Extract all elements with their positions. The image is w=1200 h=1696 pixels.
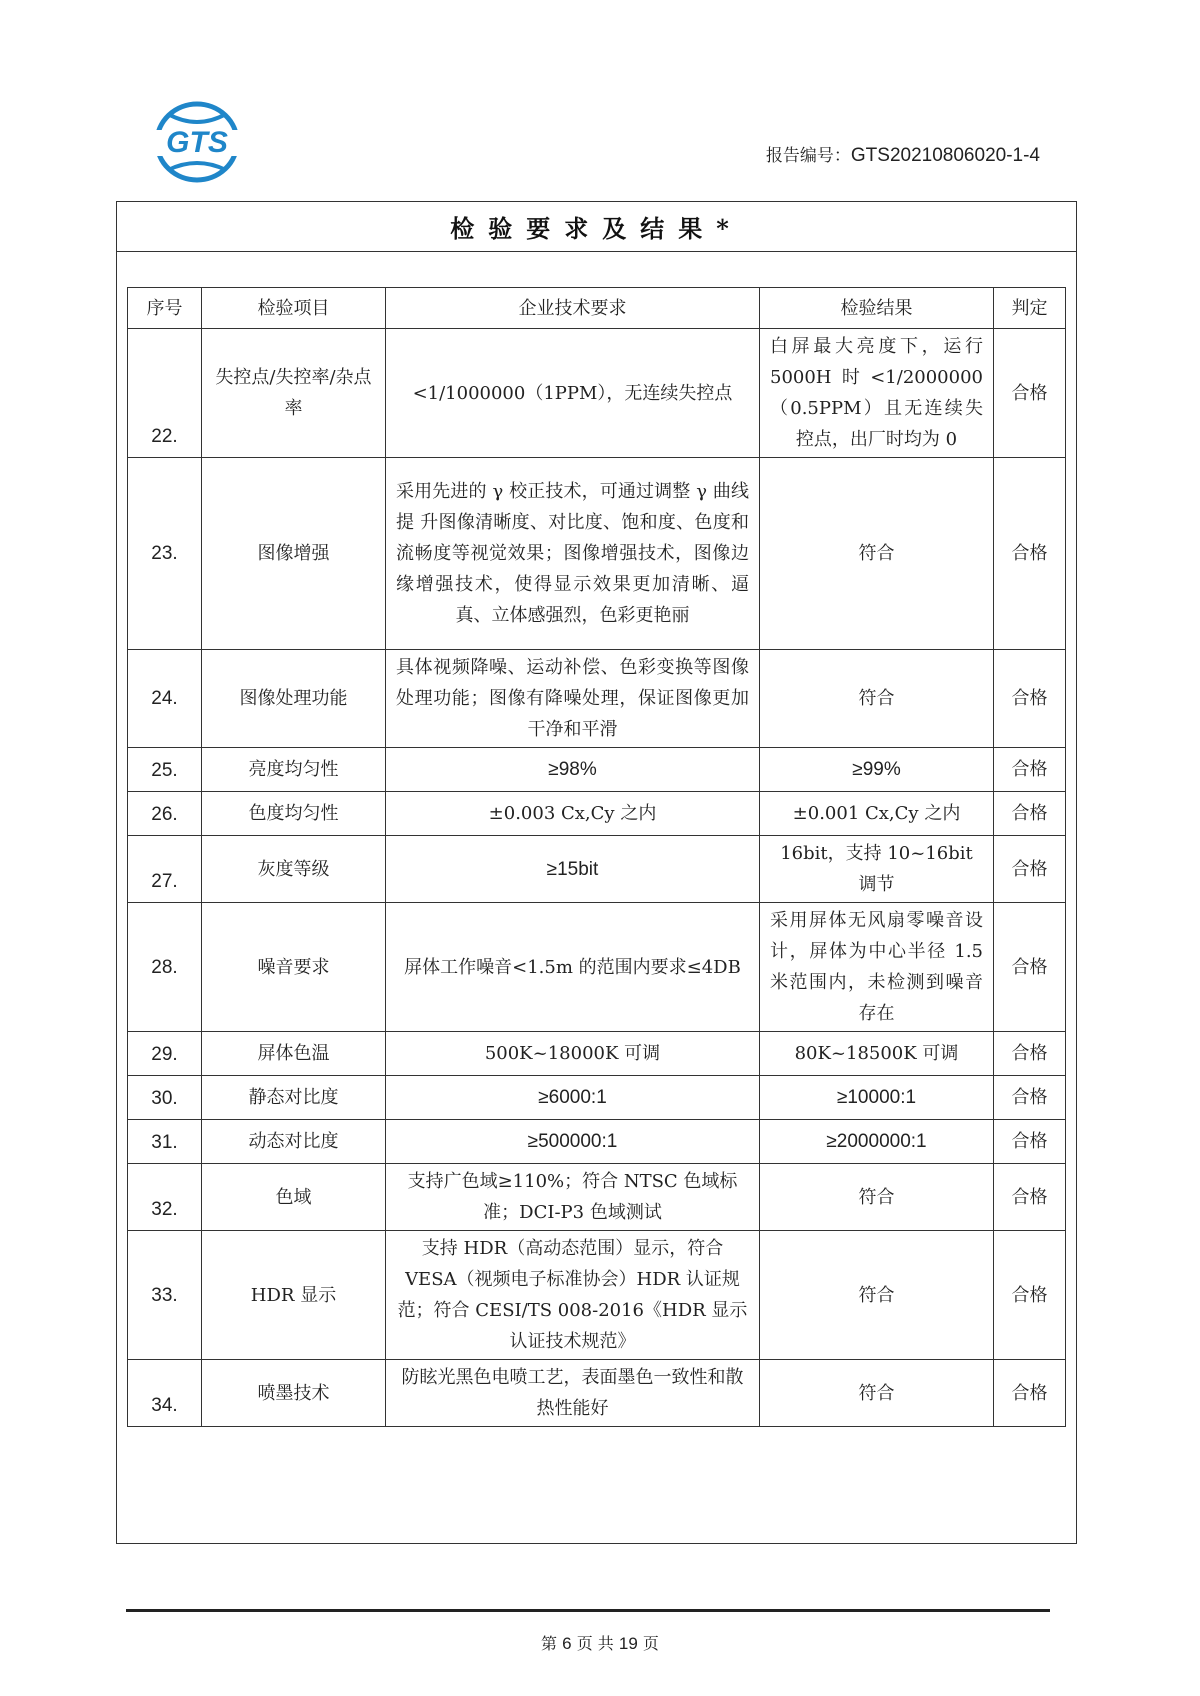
table-row xyxy=(128,748,1066,792)
row-requirement: ≥98% xyxy=(386,748,760,792)
row-item: 色域 xyxy=(202,1164,386,1231)
row-number: 23. xyxy=(128,458,202,650)
row-requirement: <1/1000000（1PPM），无连续失控点 xyxy=(386,329,760,458)
row-number: 30. xyxy=(128,1076,202,1120)
row-item: 屏体色温 xyxy=(202,1032,386,1076)
row-item: 噪音要求 xyxy=(202,903,386,1032)
row-judgement: 合格 xyxy=(994,748,1066,792)
row-requirement: 500K~18000K 可调 xyxy=(386,1032,760,1076)
row-number: 25. xyxy=(128,748,202,792)
row-result: ≥2000000:1 xyxy=(760,1120,994,1164)
row-item: 静态对比度 xyxy=(202,1076,386,1120)
header-result: 检验结果 xyxy=(760,288,994,329)
footer-total-pages: 19 xyxy=(618,1634,638,1653)
row-requirement: 支持 HDR（高动态范围）显示，符合 VESA（视频电子标准协会）HDR 认证规范；符合 CESI/TS 008-2016《HDR 显示认证技术规范》 xyxy=(386,1231,760,1360)
row-number: 31. xyxy=(128,1120,202,1164)
row-judgement: 合格 xyxy=(994,1164,1066,1231)
report-number xyxy=(766,141,1040,167)
row-item: 图像增强 xyxy=(202,458,386,650)
row-result: 符合 xyxy=(760,458,994,650)
row-requirement: 屏体工作噪音<1.5m 的范围内要求≤4DB xyxy=(386,903,760,1032)
row-number: 24. xyxy=(128,650,202,748)
report-number-value: GTS20210806020-1-4 xyxy=(850,145,1040,166)
row-number: 29. xyxy=(128,1032,202,1076)
row-judgement: 合格 xyxy=(994,1032,1066,1076)
table-row xyxy=(128,1120,1066,1164)
row-judgement: 合格 xyxy=(994,792,1066,836)
row-judgement: 合格 xyxy=(994,836,1066,903)
row-judgement: 合格 xyxy=(994,329,1066,458)
row-result: ±0.001 Cx,Cy 之内 xyxy=(760,792,994,836)
table-row xyxy=(128,650,1066,748)
table-row xyxy=(128,836,1066,903)
row-result: 符合 xyxy=(760,650,994,748)
row-result: ≥10000:1 xyxy=(760,1076,994,1120)
results-table xyxy=(127,287,1066,1427)
report-number-label: 报告编号： xyxy=(765,146,851,166)
row-item: 亮度均匀性 xyxy=(202,748,386,792)
row-requirement: ±0.003 Cx,Cy 之内 xyxy=(386,792,760,836)
row-requirement: 支持广色域≥110%；符合 NTSC 色域标准；DCI-P3 色域测试 xyxy=(386,1164,760,1231)
header-item: 检验项目 xyxy=(202,288,386,329)
row-result: 符合 xyxy=(760,1231,994,1360)
table-row xyxy=(128,1032,1066,1076)
footer-prefix: 第 xyxy=(541,1634,558,1653)
results-frame xyxy=(116,201,1077,1544)
row-judgement: 合格 xyxy=(994,1360,1066,1427)
row-item: 动态对比度 xyxy=(202,1120,386,1164)
footer-divider xyxy=(126,1609,1050,1612)
row-requirement: 具体视频降噪、运动补偿、色彩变换等图像处理功能；图像有降噪处理，保证图像更加干净和平滑 xyxy=(386,650,760,748)
row-number: 34. xyxy=(128,1360,202,1427)
row-result: ≥99% xyxy=(760,748,994,792)
table-row xyxy=(128,1360,1066,1427)
row-number: 27. xyxy=(128,836,202,903)
table-row xyxy=(128,792,1066,836)
footer-suffix: 页 xyxy=(642,1634,659,1653)
row-result: 白屏最大亮度下，运行5000H时<1/2000000（0.5PPM）且无连续失控点，出厂时均为 0 xyxy=(760,329,994,458)
row-item: 失控点/失控率/杂点率 xyxy=(202,329,386,458)
frame-title: 检验要求及结果* xyxy=(117,202,1076,252)
row-number: 22. xyxy=(128,329,202,458)
row-number: 28. xyxy=(128,903,202,1032)
footer-middle: 页 共 xyxy=(576,1634,614,1653)
row-requirement: 防眩光黑色电喷工艺，表面墨色一致性和散热性能好 xyxy=(386,1360,760,1427)
table-header-row xyxy=(128,288,1066,329)
row-item: 灰度等级 xyxy=(202,836,386,903)
header-requirement: 企业技术要求 xyxy=(386,288,760,329)
row-result: 16bit，支持 10~16bit 调节 xyxy=(760,836,994,903)
header-seq: 序号 xyxy=(128,288,202,329)
row-result: 符合 xyxy=(760,1164,994,1231)
row-result: 符合 xyxy=(760,1360,994,1427)
row-judgement: 合格 xyxy=(994,1120,1066,1164)
table-row xyxy=(128,1076,1066,1120)
row-item: 色度均匀性 xyxy=(202,792,386,836)
row-requirement: ≥15bit xyxy=(386,836,760,903)
row-requirement: 采用先进的 γ 校正技术，可通过调整 γ 曲线提 升图像清晰度、对比度、饱和度、色度和流畅度等视觉效果；图像增强技术，图像边缘增强技术，使得显示效果更加清晰、逼真、立体感强烈，色彩更艳丽 xyxy=(386,458,760,650)
row-item: 喷墨技术 xyxy=(202,1360,386,1427)
page-footer xyxy=(0,1631,1200,1654)
row-judgement: 合格 xyxy=(994,1076,1066,1120)
row-judgement: 合格 xyxy=(994,903,1066,1032)
row-judgement: 合格 xyxy=(994,458,1066,650)
table-row xyxy=(128,329,1066,458)
footer-page-number: 6 xyxy=(562,1634,572,1653)
row-requirement: ≥6000:1 xyxy=(386,1076,760,1120)
row-result: 80K~18500K 可调 xyxy=(760,1032,994,1076)
gts-logo xyxy=(138,100,256,184)
row-judgement: 合格 xyxy=(994,1231,1066,1360)
row-requirement: ≥500000:1 xyxy=(386,1120,760,1164)
table-row xyxy=(128,458,1066,650)
row-number: 26. xyxy=(128,792,202,836)
header-judgement: 判定 xyxy=(994,288,1066,329)
row-item: HDR 显示 xyxy=(202,1231,386,1360)
row-judgement: 合格 xyxy=(994,650,1066,748)
row-number: 32. xyxy=(128,1164,202,1231)
table-row xyxy=(128,1164,1066,1231)
table-row xyxy=(128,903,1066,1032)
logo-text: GTS xyxy=(166,126,228,159)
row-item: 图像处理功能 xyxy=(202,650,386,748)
row-result: 采用屏体无风扇零噪音设计，屏体为中心半径 1.5 米范围内，未检测到噪音存在 xyxy=(760,903,994,1032)
row-number: 33. xyxy=(128,1231,202,1360)
table-row xyxy=(128,1231,1066,1360)
